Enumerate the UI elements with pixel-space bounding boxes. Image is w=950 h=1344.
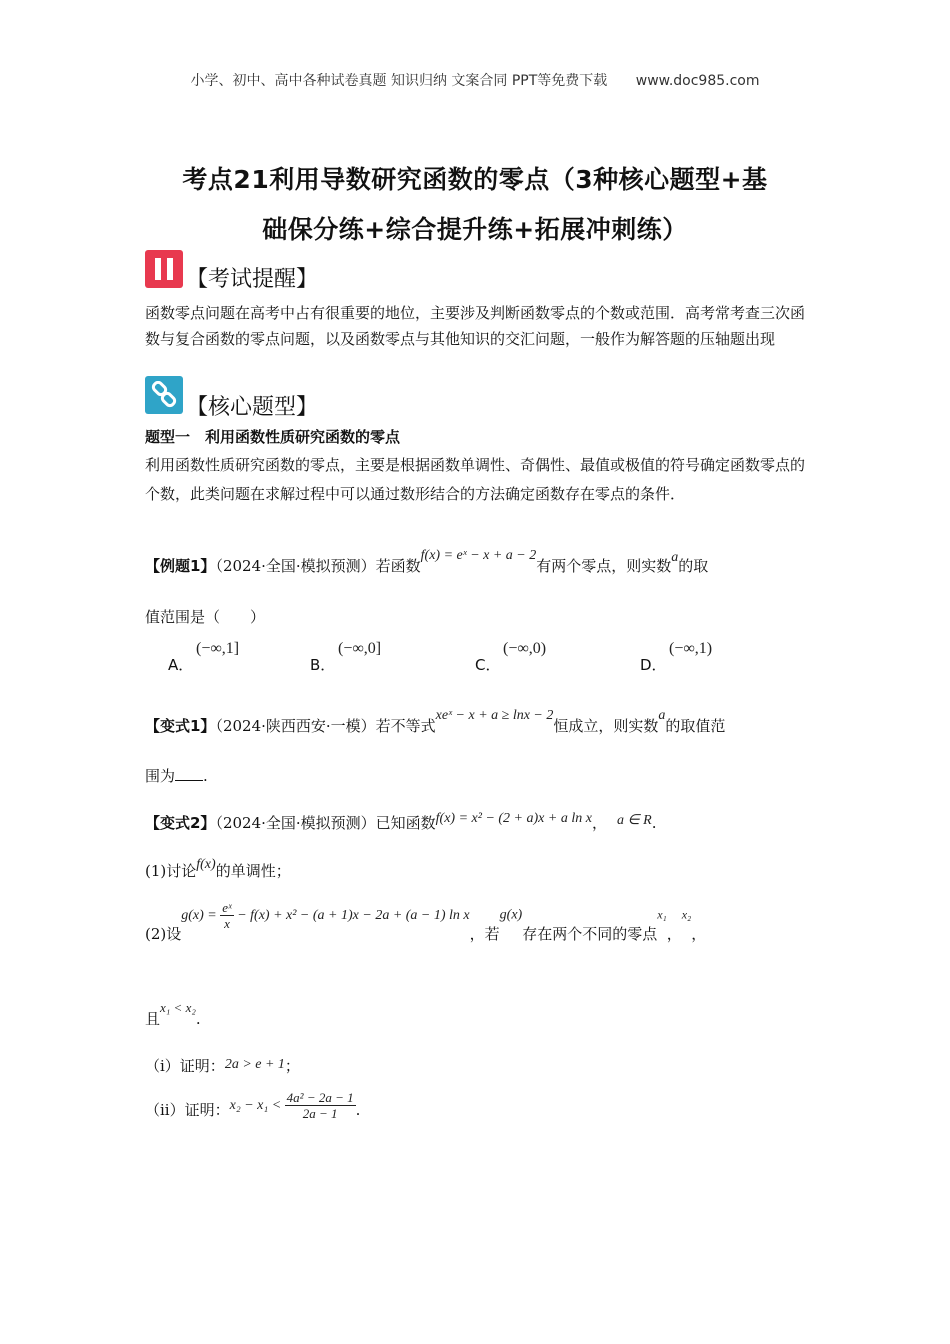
- pause-icon: [145, 250, 183, 288]
- variant2-part2: (2)设g(x) = $\frac{\text{eˣ}}{x}$ − f(x) + x² − (a + 1)x − 2a + (a − 1) ln x，若g(x)存在两个不同的零点x₁，x₂，: [145, 900, 707, 943]
- variant1-label: 【变式1】: [145, 717, 216, 735]
- variant2-label: 【变式2】: [145, 814, 216, 832]
- header-url[interactable]: www.doc985.com: [635, 73, 760, 89]
- page-title-line1: 考点21利用导数研究函数的零点（3种核心题型+基: [182, 165, 768, 194]
- choice-a[interactable]: A．: [168, 656, 194, 674]
- section-heading-core: 【核心题型】: [186, 395, 319, 420]
- variant2-line1: 【变式2】（2024·全国·模拟预测）已知函数f(x) = x² − (2 + a)x + a ln x， a ∈ R.: [145, 811, 657, 832]
- header-text: 小学、初中、高中各种试卷真题 知识归纳 文案合同 PPT等免费下载: [190, 73, 608, 89]
- variant1-mid: 恒成立，则实数: [553, 717, 659, 735]
- example1-line2: 值范围是（ ）: [145, 608, 266, 626]
- example1-end: 的取: [678, 557, 709, 575]
- variant2-proof2: （ii）证明：x₂ − x₁ < $\frac{\text{4a² − 2a − 1}}{2a - 1}$ .: [145, 1090, 361, 1121]
- choice-c[interactable]: C．: [475, 656, 501, 674]
- example1-var: a: [671, 550, 679, 565]
- variant1-line2: 围为 .: [145, 767, 208, 785]
- variant2-source: （2024·全国·模拟预测）已知函数: [215, 814, 436, 832]
- choice-d-value: (−∞,1): [669, 640, 713, 657]
- variant2-cond: a ∈ R: [616, 813, 652, 828]
- choice-c-value: (−∞,0): [503, 640, 547, 657]
- proof2-formula: x₂ − x₁ < $\frac{\text{4a² − 2a − 1}}{2a - 1}$: [229, 1090, 354, 1121]
- type1-desc: 利用函数性质研究函数的零点，主要是根据函数单调性、奇偶性、最值或极值的符号确定函数零点的个数，此类问题在求解过程中可以通过数形结合的方法确定函数存在零点的条件．: [145, 456, 806, 503]
- example1-source: （2024·全国·模拟预测）若函数: [215, 557, 421, 575]
- variant1-end: 的取值范: [665, 717, 726, 735]
- variant1-line1: [145, 708, 726, 736]
- tips-paragraph: 函数零点问题在高考中占有很重要的地位，主要涉及判断函数零点的个数或范围．高考常考查三次函数与复合函数的零点问题，以及函数零点与其他知识的交汇问题，一般作为解答题的压轴题出现: [145, 304, 806, 348]
- example1-mid: 有两个零点，则实数: [536, 557, 672, 575]
- g-formula: g(x) = $\frac{\text{eˣ}}{x}$ − f(x) + x² − (a + 1)x − 2a + (a − 1) ln x: [181, 900, 470, 931]
- link-icon: [145, 376, 183, 414]
- variant1-var: a: [658, 708, 666, 723]
- variant2-proof1: （i）证明：2a > e + 1；: [145, 1057, 300, 1075]
- variant1-formula: xeˣ − x + a ≥ lnx − 2: [435, 708, 554, 723]
- example1-label: 【例题1】: [145, 557, 216, 575]
- variant2-order: 且x₁ < x₂.: [145, 1000, 201, 1028]
- example1-formula: f(x) = eˣ − x + a − 2: [420, 548, 537, 563]
- site-header: [0, 70, 950, 90]
- choice-b[interactable]: B．: [310, 656, 336, 674]
- choice-a-value: (−∞,1]: [196, 640, 240, 657]
- choice-b-value: (−∞,0]: [338, 640, 382, 657]
- section-heading-tips: 【考试提醒】: [186, 267, 319, 292]
- variant2-part1: (1)讨论f(x)的单调性；: [145, 857, 291, 880]
- type1-title: 题型一 利用函数性质研究函数的零点: [145, 428, 401, 446]
- variant1-source: （2024·陕西西安·一模）若不等式: [215, 717, 436, 735]
- example1-line1: [145, 548, 709, 576]
- choice-d[interactable]: D．: [640, 656, 667, 674]
- answer-blank[interactable]: [175, 766, 203, 781]
- page-title-line2: 础保分练+综合提升练+拓展冲刺练）: [262, 215, 688, 244]
- variant2-formula: f(x) = x² − (2 + a)x + a ln x: [435, 811, 592, 826]
